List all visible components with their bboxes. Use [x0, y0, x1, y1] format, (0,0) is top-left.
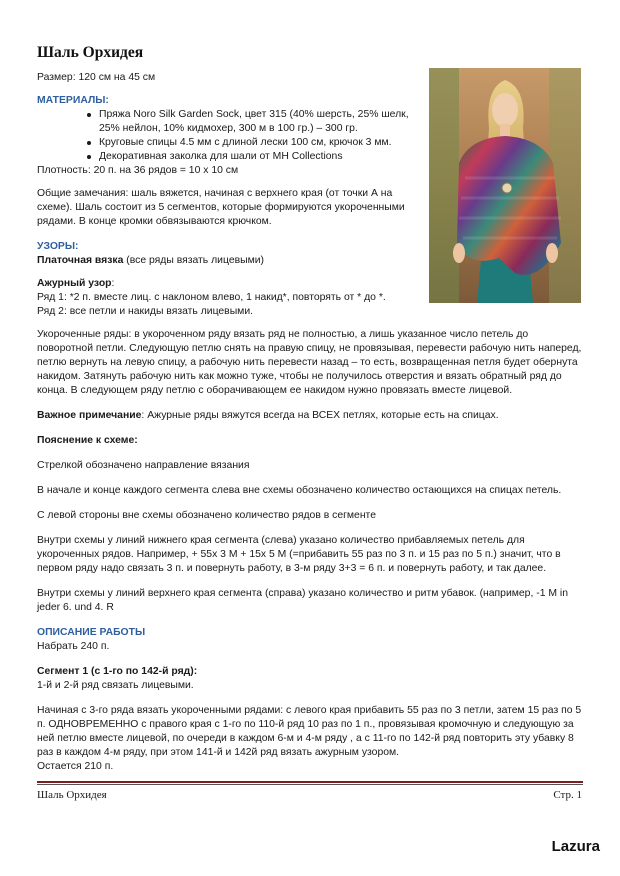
segment-1-heading: Сегмент 1 (с 1-го по 142-й ряд): — [37, 666, 198, 677]
scheme-note-stitches: В начале и конце каждого сегмента слева вне схемы обозначено количество остающихся на спицах петель. — [37, 485, 562, 496]
scheme-note-arrow: Стрелкой обозначено направление вязания — [37, 460, 250, 471]
model-photo — [429, 68, 581, 303]
lace-heading-colon: : — [111, 278, 115, 289]
density-line: Плотность: 20 п. на 36 рядов = 10 х 10 см — [37, 165, 239, 176]
work-description-heading: ОПИСАНИЕ РАБОТЫ — [37, 627, 146, 638]
scheme-heading: Пояснение к схеме: — [37, 435, 138, 446]
scheme-note-rows: С левой стороны вне схемы обозначено количество рядов в сегменте — [37, 510, 376, 521]
footer-divider — [37, 781, 583, 783]
important-note — [37, 409, 585, 423]
patterns-heading: УЗОРЫ: — [37, 241, 79, 252]
material-item: Декоративная заколка для шали от MH Collections — [87, 150, 427, 164]
materials-list — [37, 108, 427, 164]
material-item: Круговые спицы 4.5 мм с длиной лески 100 см, крючок 3 мм. — [87, 136, 427, 150]
remaining-stitches: Остается 210 п. — [37, 761, 114, 772]
size-line: Размер: 120 см на 45 см — [37, 72, 156, 83]
lace-row-1: Ряд 1: *2 п. вместе лиц. с наклоном влево, 1 накид*, повторять от * до *. — [37, 292, 386, 303]
scheme-note-increases: Внутри схемы у линий нижнего края сегмента (слева) указано количество прибавляемых петель для укороченных рядов. Например, + 55х 3 М + 15х 5 М (=прибавить 55 раз по 3 п. и 15 раз по 5 п.) значит, что в первом ряду надо связать 3 п. и повернуть работу, в 3-м ряду 3+3 = 6 п. и повернуть работу, и так далее. — [37, 535, 561, 574]
footer-divider-thin — [37, 784, 583, 785]
short-rows-paragraph: Укороченные ряды: в укороченном ряду вязать ряд не полностью, а лишь указанное число петель до поворотной петли. Следующую петлю снять на правую спицу, не провязывая, перевести рабочую нить наперед, петлю вернуть на левую спицу, а рабочую нить перевести назад – то есть, возвращенная петля будет обернута накидом. Затянуть рабочую нить как можно туже, чтобы не получилось отверстия и вязать обратный ряд до конца. В следующем ряду петлю с оборачивающем ее накидом нужно провязать вместе лицевой. — [37, 329, 582, 396]
important-note-label: Важное примечание — [37, 410, 142, 421]
scheme-note-decreases: Внутри схемы у линий верхнего края сегмента (справа) указано количество и ритм убавок. (например, -1 M in jeder 6. und 4. R — [37, 588, 568, 613]
watermark: Lazura — [551, 838, 600, 855]
segment-1-first-rows: 1-й и 2-й ряд связать лицевыми. — [37, 680, 194, 691]
important-note-text: : Ажурные ряды вяжутся всегда на ВСЕХ петлях, которые есть на спицах. — [141, 410, 499, 421]
footer-title: Шаль Орхидея — [37, 789, 107, 801]
general-notes: Общие замечания: шаль вяжется, начиная с верхнего края (от точки А на схеме). Шаль состоит из 5 сегментов, которые формируются укороченными рядами. В конце кромки обвязываются крючком. — [37, 188, 405, 227]
materials-heading: МАТЕРИАЛЫ: — [37, 95, 109, 106]
segment-1-instructions: Начиная с 3-го ряда вязать укороченными рядами: с левого края прибавить 55 раз по 3 петли, затем 15 раз по 5 п. ОДНОВРЕМЕННО с правого края с 1-го по 110-й ряд 10 раз по 1 п., провязывая кромочную и следующую за ней петлю вместе лицевой, по очереди в каждом 6-м и 4-м ряду , а с 11-го по 142-й ряд повторить эту убавку 8 раз в каждом 4-м ряду, при этом 141-й и 142й ряд вязать ажурным узором. — [37, 705, 582, 758]
garter-stitch-label: Платочная вязка — [37, 255, 124, 266]
lace-row-2: Ряд 2: все петли и накиды вязать лицевыми. — [37, 306, 254, 317]
cast-on-line: Набрать 240 п. — [37, 641, 110, 652]
garter-stitch-desc: (все ряды вязать лицевыми) — [123, 255, 264, 266]
lace-heading-label: Ажурный узор — [37, 278, 112, 289]
document-title: Шаль Орхидея — [37, 44, 144, 61]
material-item: Пряжа Noro Silk Garden Sock, цвет 315 (40% шерсть, 25% шелк, 25% нейлон, 10% кидмохер, 300 м в 100 гр.) – 300 гр. — [87, 108, 427, 136]
page-number: Стр. 1 — [553, 789, 582, 801]
